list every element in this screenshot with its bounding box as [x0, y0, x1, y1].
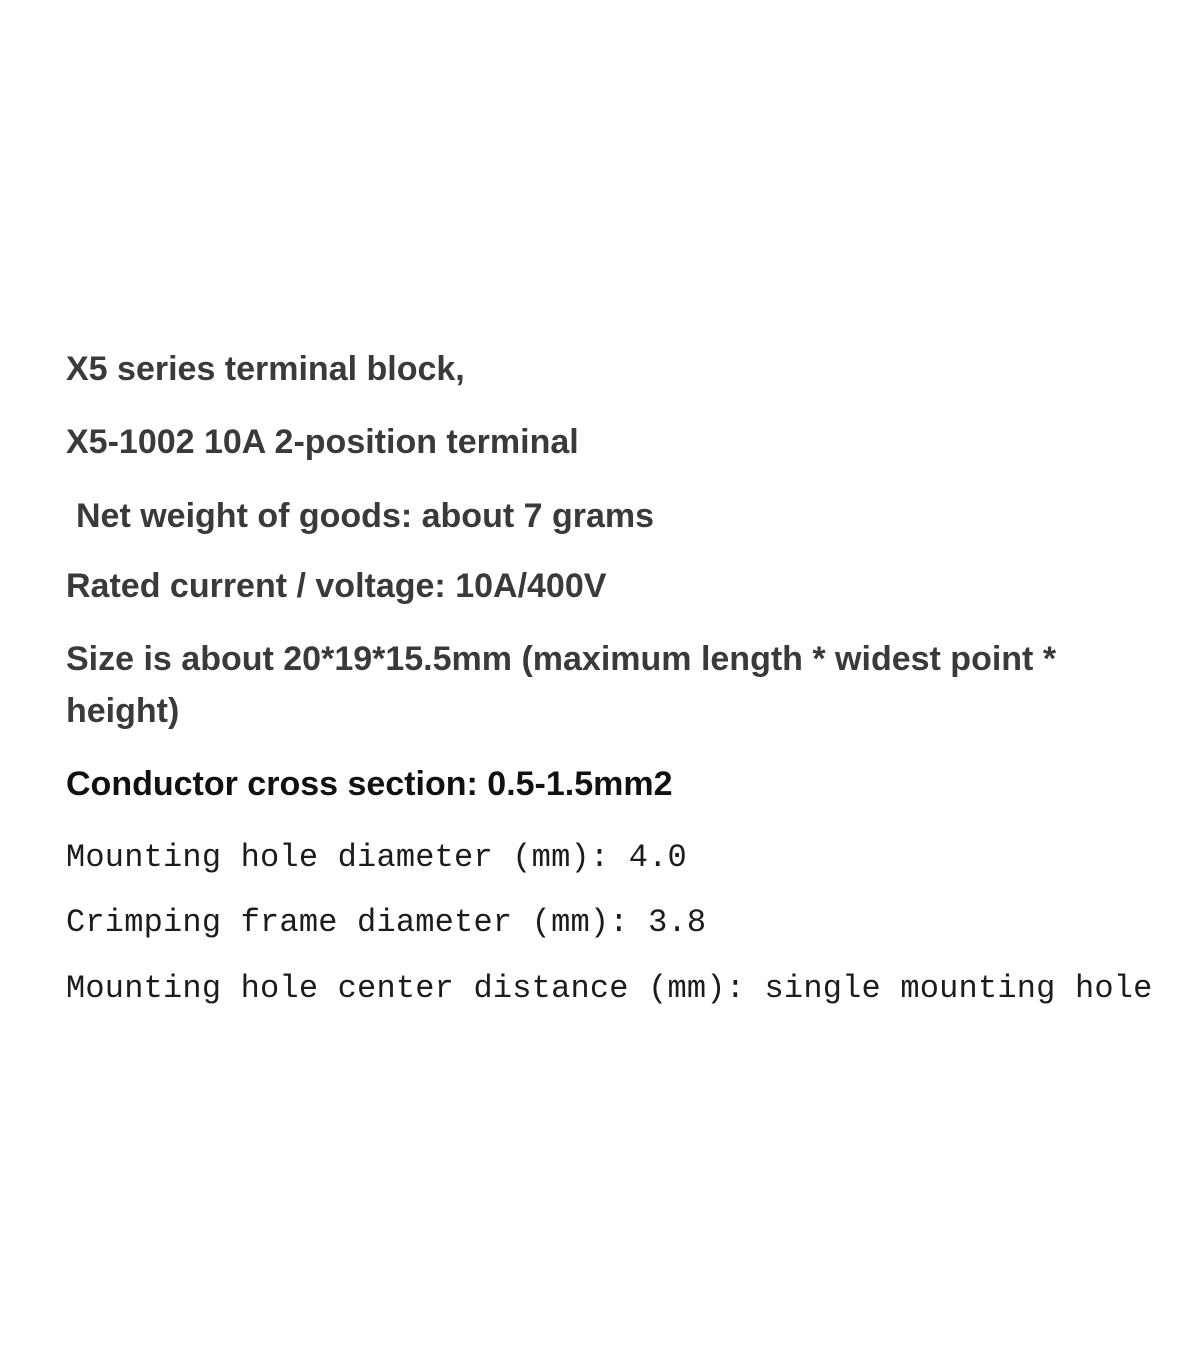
model-line: X5-1002 10A 2-position terminal — [66, 423, 579, 461]
mounting-hole-diameter-line: Mounting hole diameter (mm): 4.0 — [66, 839, 687, 876]
series-line: X5 series terminal block, — [66, 350, 465, 388]
crimping-frame-diameter-line: Crimping frame diameter (mm): 3.8 — [66, 904, 707, 941]
net-weight-line: Net weight of goods: about 7 grams — [76, 497, 655, 535]
mounting-hole-center-distance-line: Mounting hole center distance (mm): single mounting hole — [66, 970, 1153, 1007]
size-line: Size is about 20*19*15.5mm (maximum length * widest point * height) — [66, 640, 1057, 730]
conductor-cross-section-line: Conductor cross section: 0.5-1.5mm2 — [66, 765, 673, 803]
rated-current-voltage-line: Rated current / voltage: 10A/400V — [66, 567, 607, 605]
